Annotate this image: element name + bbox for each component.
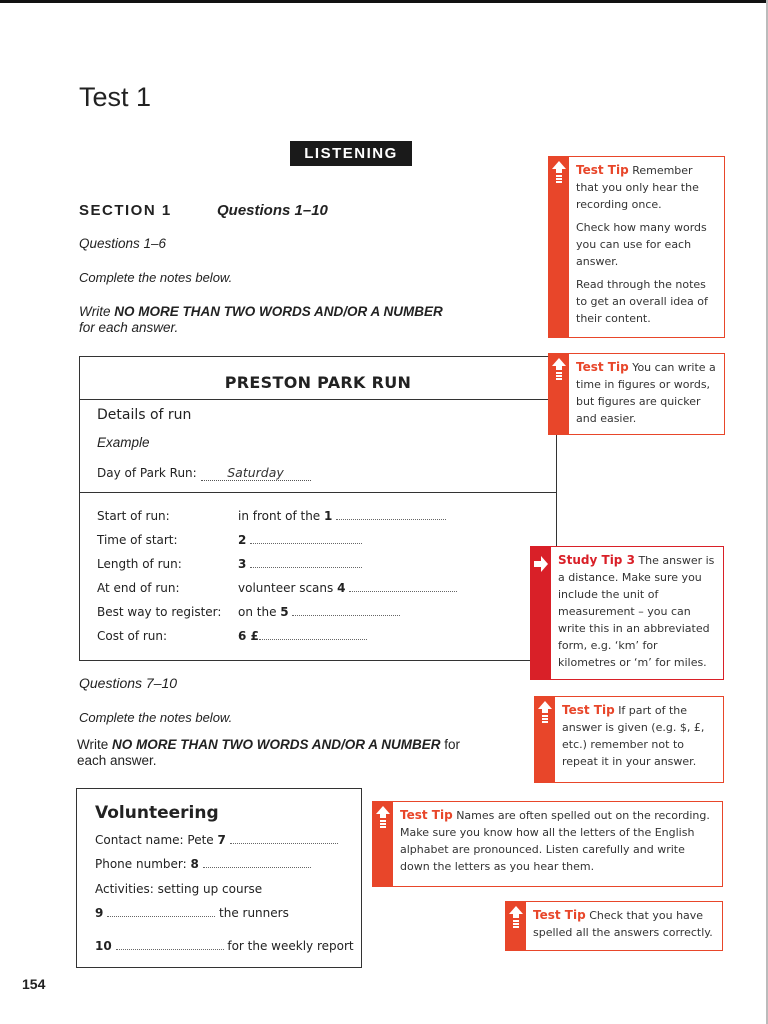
q9-row bbox=[95, 906, 289, 920]
question-number: 6 £ bbox=[238, 629, 259, 643]
up-arrow-icon bbox=[552, 358, 566, 382]
tip-heading: Test Tip bbox=[562, 703, 615, 717]
row-value bbox=[238, 509, 446, 523]
section-label: SECTION 1 bbox=[79, 202, 172, 219]
word-limit-instruction-1 bbox=[79, 304, 499, 336]
contact-label: Contact name: Pete bbox=[95, 833, 218, 847]
tip-heading: Test Tip bbox=[576, 163, 629, 177]
contact-row bbox=[95, 833, 338, 847]
question-number: 7 bbox=[217, 833, 226, 847]
answer-blank[interactable] bbox=[116, 939, 224, 950]
question-number: 4 bbox=[337, 581, 346, 595]
write-prefix: Write bbox=[77, 737, 113, 752]
row-prefix: in front of the bbox=[238, 509, 325, 523]
row-label: Best way to register: bbox=[97, 605, 222, 619]
right-arrow-icon bbox=[534, 553, 548, 577]
answer-blank[interactable] bbox=[107, 906, 215, 917]
question-number: 3 bbox=[238, 557, 247, 571]
tip-paragraph: You can write a time in figures or words, but figures are quicker and easier. bbox=[576, 361, 716, 425]
tip-paragraph: The answer is a distance. Make sure you include the unit of measurement – you can write this in an abbreviated form, e.g. ‘km’ for kilometres or ‘m’ for miles. bbox=[558, 554, 715, 669]
tip-text bbox=[576, 162, 718, 333]
tip-bar bbox=[531, 547, 551, 679]
answer-blank[interactable] bbox=[292, 605, 400, 616]
listening-banner: LISTENING bbox=[290, 141, 412, 166]
up-arrow-icon bbox=[538, 701, 552, 725]
tip-bar bbox=[549, 157, 569, 337]
tip-paragraph: Read through the notes to get an overall idea of their content. bbox=[576, 278, 708, 325]
test-tip-box bbox=[505, 901, 723, 951]
answer-blank[interactable] bbox=[250, 533, 362, 544]
complete-notes-instruction-2: Complete the notes below. bbox=[79, 710, 233, 725]
page-number: 154 bbox=[22, 976, 46, 992]
row-label: Cost of run: bbox=[97, 629, 168, 643]
row-value bbox=[238, 605, 400, 619]
up-arrow-icon bbox=[376, 806, 390, 830]
day-row bbox=[97, 465, 311, 481]
tip-text bbox=[562, 702, 717, 776]
page-title: Test 1 bbox=[79, 82, 152, 112]
question-number: 8 bbox=[190, 857, 199, 871]
question-number: 5 bbox=[280, 605, 289, 619]
top-border bbox=[0, 0, 768, 3]
test-tip-box bbox=[548, 156, 725, 338]
write-prefix: Write bbox=[79, 304, 115, 319]
notes-divider bbox=[80, 492, 556, 493]
day-answer: Saturday bbox=[201, 465, 311, 481]
up-arrow-icon bbox=[509, 906, 523, 930]
day-label: Day of Park Run: bbox=[97, 466, 197, 480]
notes-divider bbox=[80, 399, 556, 400]
answer-blank[interactable] bbox=[336, 509, 446, 520]
test-tip-box bbox=[372, 801, 723, 887]
phone-row bbox=[95, 857, 311, 871]
tip-heading: Study Tip 3 bbox=[558, 553, 635, 567]
write-suffix-line2: each answer. bbox=[77, 753, 157, 768]
tip-heading: Test Tip bbox=[533, 908, 586, 922]
row-prefix: volunteer scans bbox=[238, 581, 338, 595]
tip-heading: Test Tip bbox=[400, 808, 453, 822]
answer-blank[interactable] bbox=[259, 629, 367, 640]
question-number: 9 bbox=[95, 906, 104, 920]
write-suffix: for bbox=[440, 737, 461, 752]
study-tip-box bbox=[530, 546, 724, 680]
answer-blank[interactable] bbox=[349, 581, 457, 592]
word-limit-bold: NO MORE THAN TWO WORDS AND/OR A NUMBER bbox=[112, 737, 441, 752]
answer-blank[interactable] bbox=[203, 857, 311, 868]
volunteering-box bbox=[76, 788, 362, 968]
answer-blank[interactable] bbox=[250, 557, 362, 568]
test-tip-box bbox=[548, 353, 725, 435]
question-number: 1 bbox=[324, 509, 333, 523]
notes-box bbox=[79, 356, 557, 661]
word-limit-bold: NO MORE THAN TWO WORDS AND/OR A NUMBER bbox=[114, 304, 443, 319]
tip-paragraph: Check how many words you can use for each answer. bbox=[576, 221, 707, 268]
tip-bar bbox=[549, 354, 569, 434]
row-label: Length of run: bbox=[97, 557, 182, 571]
details-heading: Details of run bbox=[97, 407, 192, 423]
tip-bar bbox=[506, 902, 526, 950]
q9-text: the runners bbox=[215, 906, 289, 920]
tip-bar bbox=[535, 697, 555, 782]
questions-7-10-heading: Questions 7–10 bbox=[79, 675, 178, 691]
questions-1-6-heading: Questions 1–6 bbox=[79, 236, 167, 251]
tip-text bbox=[400, 807, 716, 881]
q10-row bbox=[95, 939, 354, 953]
row-label: Time of start: bbox=[97, 533, 178, 547]
phone-label: Phone number: bbox=[95, 857, 191, 871]
q10-text: for the weekly report bbox=[223, 939, 354, 953]
row-value bbox=[238, 629, 367, 643]
tip-bar bbox=[373, 802, 393, 886]
questions-range: Questions 1–10 bbox=[217, 202, 328, 219]
tip-text bbox=[576, 359, 718, 433]
tip-text bbox=[558, 552, 717, 677]
tip-paragraph: Names are often spelled out on the recording. Make sure you know how all the letters of the English alphabet are pronounced. Listen carefully and write down the letters as you hear them. bbox=[400, 809, 710, 873]
row-label: At end of run: bbox=[97, 581, 180, 595]
activities-row: Activities: setting up course bbox=[95, 882, 263, 896]
tip-paragraph: Check that you have spelled all the answers correctly. bbox=[533, 909, 713, 939]
complete-notes-instruction-1: Complete the notes below. bbox=[79, 270, 233, 285]
row-value bbox=[238, 581, 457, 595]
test-tip-box bbox=[534, 696, 724, 783]
example-label: Example bbox=[97, 435, 150, 450]
tip-paragraph: Remember that you only hear the recording once. bbox=[576, 164, 699, 211]
tip-heading: Test Tip bbox=[576, 360, 629, 374]
write-suffix: for each answer. bbox=[79, 320, 179, 335]
row-value bbox=[238, 557, 362, 571]
question-number: 10 bbox=[95, 939, 112, 953]
row-value bbox=[238, 533, 362, 547]
volunteering-title: Volunteering bbox=[95, 803, 219, 823]
row-prefix: on the bbox=[238, 605, 281, 619]
up-arrow-icon bbox=[552, 161, 566, 185]
notes-title: PRESTON PARK RUN bbox=[224, 373, 412, 392]
question-number: 2 bbox=[238, 533, 247, 547]
tip-text bbox=[533, 907, 716, 947]
answer-blank[interactable] bbox=[230, 833, 338, 844]
word-limit-instruction-2 bbox=[77, 737, 497, 769]
row-label: Start of run: bbox=[97, 509, 170, 523]
tip-paragraph: If part of the answer is given (e.g. $, £, etc.) remember not to repeat it in your answer. bbox=[562, 704, 705, 768]
